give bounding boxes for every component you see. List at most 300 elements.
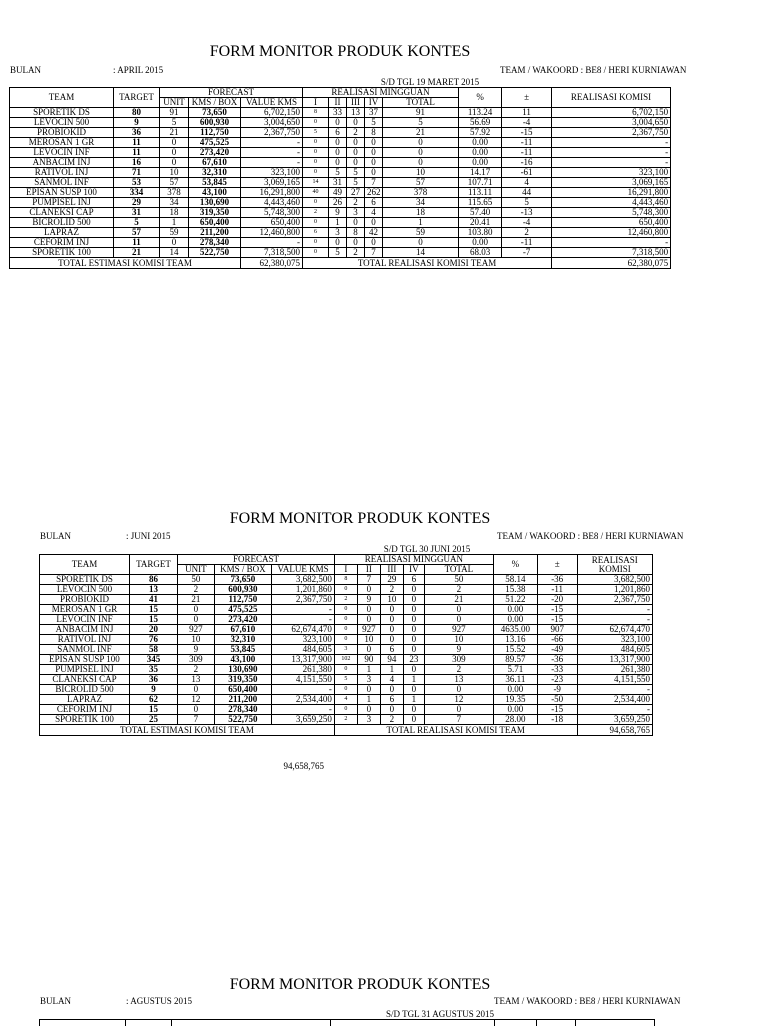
cell-plus-minus: 4 xyxy=(502,178,552,188)
cell-realisasi-komisi: - xyxy=(552,148,671,158)
cell-percent: 115.65 xyxy=(459,198,502,208)
cell-total: 0 xyxy=(424,615,493,625)
cell-plus-minus: 44 xyxy=(502,188,552,198)
cell-percent: 0.00 xyxy=(459,148,502,158)
cell-target: 53 xyxy=(114,178,160,188)
col-kms-box: KMS / BOX xyxy=(189,98,241,108)
col-forecast: FORECAST xyxy=(160,88,303,98)
cell-plus-minus: -49 xyxy=(537,645,577,655)
cell-value-kms: 13,317,900 xyxy=(272,655,335,665)
cell-kms-box: 278,340 xyxy=(214,705,272,715)
cell-week-1: 0 xyxy=(303,148,329,158)
cell-week-1: 0 xyxy=(303,168,329,178)
cell-team: EPISAN SUSP 100 xyxy=(10,188,114,198)
bulan-value: : JUNI 2015 xyxy=(126,531,171,541)
cell-week-2: 1 xyxy=(329,218,347,228)
cell-kms-box: 53,845 xyxy=(189,178,241,188)
total-estimasi-value: 62,380,075 xyxy=(241,258,303,269)
cell-total: 378 xyxy=(383,188,459,198)
cell-week-2: 0 xyxy=(329,148,347,158)
cell-unit: 0 xyxy=(178,705,215,715)
cell-realisasi-komisi: 323,100 xyxy=(577,635,652,645)
cell-week-2: 90 xyxy=(357,655,380,665)
cell-plus-minus: -13 xyxy=(502,208,552,218)
cell-target: 86 xyxy=(129,575,177,585)
cell-week-2: 0 xyxy=(329,118,347,128)
cell-plus-minus: 2 xyxy=(502,228,552,238)
cell-week-2: 5 xyxy=(329,168,347,178)
cell-kms-box: 73,650 xyxy=(214,575,272,585)
cell-target: 11 xyxy=(114,138,160,148)
cell-realisasi-komisi: 3,682,500 xyxy=(577,575,652,585)
cell-week-2: 0 xyxy=(329,238,347,248)
cell-week-2: 3 xyxy=(357,715,380,725)
cell-week-4: 8 xyxy=(365,128,383,138)
cell-total: 309 xyxy=(424,655,493,665)
cell-kms-box: 67,610 xyxy=(214,625,272,635)
cell-kms-box: 112,750 xyxy=(189,128,241,138)
cell-target: 62 xyxy=(129,695,177,705)
cell-week-2: 10 xyxy=(357,635,380,645)
cell-week-4: 5 xyxy=(365,118,383,128)
cell-target: 29 xyxy=(114,198,160,208)
cell-target: 36 xyxy=(129,675,177,685)
cell-realisasi-komisi: 261,380 xyxy=(577,665,652,675)
cell-percent: 0.00 xyxy=(493,685,537,695)
cell-week-3: 0 xyxy=(380,605,403,615)
cell-week-2: 0 xyxy=(357,605,380,615)
cell-percent: 20.41 xyxy=(459,218,502,228)
cell-plus-minus: -7 xyxy=(502,248,552,258)
cell-target: 15 xyxy=(129,605,177,615)
total-realisasi-label: TOTAL REALISASI KOMISI TEAM xyxy=(303,258,552,269)
cell-week-4: 0 xyxy=(365,168,383,178)
cell-total: 14 xyxy=(383,248,459,258)
cell-plus-minus: -15 xyxy=(537,615,577,625)
bulan-label: BULAN xyxy=(40,531,71,541)
cell-week-4: 0 xyxy=(403,715,424,725)
cell-team: RATIVOL INJ xyxy=(10,168,114,178)
cell-percent: 51.22 xyxy=(493,595,537,605)
cell-total: 1 xyxy=(383,218,459,228)
cell-value-kms: - xyxy=(272,685,335,695)
cell-kms-box: 650,400 xyxy=(214,685,272,695)
cell-total: 18 xyxy=(383,208,459,218)
cell-unit: 21 xyxy=(160,128,189,138)
cell-kms-box: 32,310 xyxy=(189,168,241,178)
cell-week-3: 2 xyxy=(347,198,365,208)
cell-week-3: 0 xyxy=(347,218,365,228)
cell-percent: 58.14 xyxy=(493,575,537,585)
cell-value-kms: 650,400 xyxy=(241,218,303,228)
cell-plus-minus: -18 xyxy=(537,715,577,725)
cell-kms-box: 319,350 xyxy=(189,208,241,218)
cell-plus-minus: -61 xyxy=(502,168,552,178)
cell-week-2: 5 xyxy=(329,248,347,258)
cell-plus-minus: -11 xyxy=(502,148,552,158)
cell-value-kms: 323,100 xyxy=(241,168,303,178)
cell-plus-minus: 11 xyxy=(502,108,552,118)
cell-week-3: 4 xyxy=(380,675,403,685)
cell-total: 2 xyxy=(424,585,493,595)
cell-week-1: 0 xyxy=(303,238,329,248)
cell-unit: 7 xyxy=(178,715,215,725)
cell-week-4: 4 xyxy=(365,208,383,218)
cell-target: 36 xyxy=(114,128,160,138)
cell-week-3: 1 xyxy=(380,665,403,675)
cell-target: 20 xyxy=(129,625,177,635)
cell-plus-minus: 5 xyxy=(502,198,552,208)
cell-target: 80 xyxy=(114,108,160,118)
cell-unit: 12 xyxy=(178,695,215,705)
cell-week-3: 5 xyxy=(347,178,365,188)
cell-kms-box: 278,340 xyxy=(189,238,241,248)
cell-target: 5 xyxy=(114,218,160,228)
cell-value-kms: - xyxy=(241,238,303,248)
cell-value-kms: 2,534,400 xyxy=(272,695,335,705)
cell-total: 50 xyxy=(424,575,493,585)
cell-week-1: 2 xyxy=(303,208,329,218)
col-team: TEAM xyxy=(10,88,114,108)
cell-realisasi-komisi: - xyxy=(552,238,671,248)
cell-team: SPORETIK DS xyxy=(40,575,130,585)
cell-unit: 1 xyxy=(160,218,189,228)
cell-week-3: 0 xyxy=(380,615,403,625)
cell-week-2: 0 xyxy=(357,615,380,625)
cell-target: 76 xyxy=(129,635,177,645)
cell-week-1: 2 xyxy=(334,715,357,725)
cell-week-2: 1 xyxy=(357,665,380,675)
cell-kms-box: 650,400 xyxy=(189,218,241,228)
cell-percent: 0.00 xyxy=(493,705,537,715)
cell-kms-box: 273,420 xyxy=(189,148,241,158)
cell-plus-minus: -50 xyxy=(537,695,577,705)
cell-week-4: 0 xyxy=(403,625,424,635)
cell-week-4: 1 xyxy=(403,675,424,685)
cell-unit: 21 xyxy=(178,595,215,605)
cell-realisasi-komisi: 13,317,900 xyxy=(577,655,652,665)
cell-week-3: 0 xyxy=(380,635,403,645)
cell-week-1: 0 xyxy=(303,218,329,228)
total-realisasi-value: 62,380,075 xyxy=(552,258,671,269)
cell-plus-minus: -15 xyxy=(537,605,577,615)
cell-realisasi-komisi: 1,201,860 xyxy=(577,585,652,595)
bulan-value: : AGUSTUS 2015 xyxy=(126,996,193,1006)
cell-total: 0 xyxy=(424,605,493,615)
col-plus-minus: ± xyxy=(502,88,552,108)
cell-team: SANMOL INF xyxy=(40,645,130,655)
cell-value-kms: 2,367,750 xyxy=(272,595,335,605)
cell-percent: 56.69 xyxy=(459,118,502,128)
cell-realisasi-komisi: - xyxy=(552,138,671,148)
cell-week-4: 7 xyxy=(365,248,383,258)
cell-value-kms: 1,201,860 xyxy=(272,585,335,595)
cell-target: 11 xyxy=(114,148,160,158)
cell-total: 21 xyxy=(424,595,493,605)
cell-kms-box: 130,690 xyxy=(214,665,272,675)
cell-percent: 0.00 xyxy=(493,605,537,615)
cell-percent: 15.38 xyxy=(493,585,537,595)
cell-plus-minus: -9 xyxy=(537,685,577,695)
col-target: TARGET xyxy=(129,555,177,575)
cell-percent: 113.11 xyxy=(459,188,502,198)
bulan-label: BULAN xyxy=(40,996,71,1006)
cell-week-2: 0 xyxy=(357,705,380,715)
cell-week-3: 0 xyxy=(347,158,365,168)
cell-value-kms: 5,748,300 xyxy=(241,208,303,218)
cell-unit: 0 xyxy=(178,685,215,695)
cell-percent: 19.35 xyxy=(493,695,537,705)
col-kms-box: KMS / BOX xyxy=(214,565,272,575)
total-realisasi-label: TOTAL REALISASI KOMISI TEAM xyxy=(334,725,577,736)
form-title: FORM MONITOR PRODUK KONTES xyxy=(229,976,491,993)
cell-team: SPORETIK 100 xyxy=(40,715,130,725)
cell-realisasi-komisi: 3,069,165 xyxy=(552,178,671,188)
col-total: TOTAL xyxy=(424,565,493,575)
col-week-4: IV xyxy=(403,565,424,575)
cell-unit: 0 xyxy=(160,158,189,168)
cell-week-1: 5 xyxy=(303,128,329,138)
table-top-border xyxy=(39,1019,655,1026)
cell-plus-minus: -20 xyxy=(537,595,577,605)
cell-target: 31 xyxy=(114,208,160,218)
cell-realisasi-komisi: - xyxy=(577,605,652,615)
col-forecast: FORECAST xyxy=(178,555,335,565)
cell-unit: 2 xyxy=(178,585,215,595)
cell-total: 0 xyxy=(383,238,459,248)
cell-team: MEROSAN 1 GR xyxy=(40,605,130,615)
team-wakoord-label: TEAM / WAKOORD : BE8 / HERI KURNIAWAN xyxy=(494,996,681,1006)
cell-week-4: 0 xyxy=(403,595,424,605)
cell-unit: 18 xyxy=(160,208,189,218)
cell-percent: 0.00 xyxy=(459,238,502,248)
cell-week-4: 0 xyxy=(403,645,424,655)
cell-plus-minus: -23 xyxy=(537,675,577,685)
cell-total: 57 xyxy=(383,178,459,188)
cell-plus-minus: -11 xyxy=(502,238,552,248)
cell-week-4: 0 xyxy=(403,685,424,695)
cell-unit: 0 xyxy=(160,138,189,148)
cell-week-1: 0 xyxy=(334,585,357,595)
cell-week-3: 0 xyxy=(347,118,365,128)
cell-week-1: 102 xyxy=(334,655,357,665)
cell-plus-minus: -4 xyxy=(502,118,552,128)
cell-realisasi-komisi: 62,674,470 xyxy=(577,625,652,635)
team-wakoord-label: TEAM / WAKOORD : BE8 / HERI KURNIAWAN xyxy=(497,531,684,541)
cell-week-3: 10 xyxy=(380,595,403,605)
cell-unit: 9 xyxy=(178,645,215,655)
cell-week-3: 0 xyxy=(380,705,403,715)
cell-team: PROBIOKID xyxy=(40,595,130,605)
cell-value-kms: 4,151,550 xyxy=(272,675,335,685)
cell-week-3: 27 xyxy=(347,188,365,198)
cell-kms-box: 43,100 xyxy=(214,655,272,665)
cell-plus-minus: -33 xyxy=(537,665,577,675)
cell-target: 41 xyxy=(129,595,177,605)
cell-team: LEVOCIN 500 xyxy=(10,118,114,128)
form-title: FORM MONITOR PRODUK KONTES xyxy=(209,43,471,60)
cell-percent: 36.11 xyxy=(493,675,537,685)
cell-realisasi-komisi: - xyxy=(577,615,652,625)
total-estimasi-label: TOTAL ESTIMASI KOMISI TEAM xyxy=(40,725,335,736)
cell-week-2: 9 xyxy=(329,208,347,218)
cell-week-4: 0 xyxy=(365,148,383,158)
total-realisasi-value: 94,658,765 xyxy=(577,725,652,736)
cell-realisasi-komisi: 7,318,500 xyxy=(552,248,671,258)
total-estimasi-value: 94,658,765 xyxy=(283,761,324,771)
cell-value-kms: - xyxy=(241,148,303,158)
cell-value-kms: 323,100 xyxy=(272,635,335,645)
cell-value-kms: 4,443,460 xyxy=(241,198,303,208)
cell-week-4: 0 xyxy=(403,605,424,615)
col-team: TEAM xyxy=(40,555,130,575)
cell-realisasi-komisi: 2,367,750 xyxy=(552,128,671,138)
col-plus-minus: ± xyxy=(537,555,577,575)
cell-team: LAPRAZ xyxy=(10,228,114,238)
cell-week-2: 0 xyxy=(329,138,347,148)
cell-percent: 103.80 xyxy=(459,228,502,238)
cell-week-3: 0 xyxy=(347,148,365,158)
cell-week-3: 3 xyxy=(347,208,365,218)
cell-target: 334 xyxy=(114,188,160,198)
cell-week-2: 26 xyxy=(329,198,347,208)
col-percent: % xyxy=(459,88,502,108)
cell-week-4: 0 xyxy=(365,158,383,168)
cell-target: 15 xyxy=(129,705,177,715)
col-week-1: I xyxy=(303,98,329,108)
cell-team: ANBACIM INJ xyxy=(10,158,114,168)
cell-target: 57 xyxy=(114,228,160,238)
cell-week-3: 2 xyxy=(380,585,403,595)
cell-total: 0 xyxy=(383,158,459,168)
cell-week-2: 6 xyxy=(329,128,347,138)
cell-kms-box: 319,350 xyxy=(214,675,272,685)
cell-team: LAPRAZ xyxy=(40,695,130,705)
cell-week-1: 2 xyxy=(334,595,357,605)
cell-week-3: 29 xyxy=(380,575,403,585)
cell-team: BICROLID 500 xyxy=(10,218,114,228)
cell-total: 13 xyxy=(424,675,493,685)
cell-week-3: 5 xyxy=(347,168,365,178)
cell-week-1: 0 xyxy=(303,198,329,208)
col-week-3: III xyxy=(347,98,365,108)
cell-plus-minus: 907 xyxy=(537,625,577,635)
cell-kms-box: 475,525 xyxy=(214,605,272,615)
cell-week-4: 0 xyxy=(403,665,424,675)
cell-week-1: 0 xyxy=(334,615,357,625)
col-realisasi-mingguan: REALISASI MINGGUAN xyxy=(334,555,493,565)
cell-team: LEVOCIN 500 xyxy=(40,585,130,595)
cell-team: RATIVOL INJ xyxy=(40,635,130,645)
cell-week-2: 1 xyxy=(357,695,380,705)
form-title: FORM MONITOR PRODUK KONTES xyxy=(229,510,491,527)
cell-week-4: 0 xyxy=(403,615,424,625)
cell-week-2: 0 xyxy=(357,685,380,695)
cell-team: CLANEKSI CAP xyxy=(10,208,114,218)
sd-date-label: S/D TGL 30 JUNI 2015 xyxy=(383,544,471,554)
cell-kms-box: 273,420 xyxy=(214,615,272,625)
col-week-3: III xyxy=(380,565,403,575)
cell-value-kms: 3,659,250 xyxy=(272,715,335,725)
team-wakoord-label: TEAM / WAKOORD : BE8 / HERI KURNIAWAN xyxy=(500,65,687,75)
cell-week-1: 0 xyxy=(334,605,357,615)
cell-target: 71 xyxy=(114,168,160,178)
bulan-value: : APRIL 2015 xyxy=(113,65,164,75)
cell-total: 59 xyxy=(383,228,459,238)
cell-value-kms: 16,291,800 xyxy=(241,188,303,198)
col-target: TARGET xyxy=(114,88,160,108)
cell-week-4: 1 xyxy=(403,695,424,705)
cell-kms-box: 112,750 xyxy=(214,595,272,605)
cell-realisasi-komisi: 4,443,460 xyxy=(552,198,671,208)
cell-week-3: 6 xyxy=(380,645,403,655)
cell-plus-minus: -11 xyxy=(537,585,577,595)
cell-week-2: 927 xyxy=(357,625,380,635)
col-unit: UNIT xyxy=(160,98,189,108)
cell-realisasi-komisi: 6,702,150 xyxy=(552,108,671,118)
cell-week-2: 33 xyxy=(329,108,347,118)
cell-team: SPORETIK 100 xyxy=(10,248,114,258)
cell-target: 16 xyxy=(114,158,160,168)
cell-total: 0 xyxy=(424,685,493,695)
cell-percent: 57.92 xyxy=(459,128,502,138)
cell-team: MEROSAN 1 GR xyxy=(10,138,114,148)
cell-total: 0 xyxy=(383,148,459,158)
cell-total: 0 xyxy=(383,138,459,148)
cell-percent: 5.71 xyxy=(493,665,537,675)
cell-realisasi-komisi: 650,400 xyxy=(552,218,671,228)
cell-unit: 14 xyxy=(160,248,189,258)
cell-week-2: 0 xyxy=(329,158,347,168)
col-realisasi-mingguan: REALISASI MINGGUAN xyxy=(303,88,459,98)
cell-week-4: 23 xyxy=(403,655,424,665)
cell-unit: 378 xyxy=(160,188,189,198)
cell-value-kms: - xyxy=(241,138,303,148)
cell-week-1: 40 xyxy=(303,188,329,198)
cell-team: EPISAN SUSP 100 xyxy=(40,655,130,665)
cell-week-1: 3 xyxy=(334,645,357,655)
cell-unit: 309 xyxy=(178,655,215,665)
cell-week-4: 6 xyxy=(403,575,424,585)
cell-value-kms: 3,069,165 xyxy=(241,178,303,188)
cell-week-3: 2 xyxy=(347,128,365,138)
cell-value-kms: 6,702,150 xyxy=(241,108,303,118)
cell-value-kms: 3,004,650 xyxy=(241,118,303,128)
cell-unit: 0 xyxy=(178,615,215,625)
cell-plus-minus: -16 xyxy=(502,158,552,168)
total-estimasi-label: TOTAL ESTIMASI KOMISI TEAM xyxy=(10,258,241,269)
cell-team: PUMPISEL INJ xyxy=(10,198,114,208)
cell-value-kms: - xyxy=(272,705,335,715)
cell-target: 11 xyxy=(114,238,160,248)
cell-unit: 0 xyxy=(160,148,189,158)
col-week-2: II xyxy=(329,98,347,108)
cell-kms-box: 600,930 xyxy=(214,585,272,595)
cell-total: 5 xyxy=(383,118,459,128)
cell-week-2: 7 xyxy=(357,575,380,585)
cell-value-kms: - xyxy=(241,158,303,168)
cell-week-3: 2 xyxy=(380,715,403,725)
cell-week-2: 0 xyxy=(357,585,380,595)
cell-unit: 59 xyxy=(160,228,189,238)
cell-percent: 4635.00 xyxy=(493,625,537,635)
cell-week-1: 6 xyxy=(303,228,329,238)
cell-week-3: 0 xyxy=(347,238,365,248)
cell-kms-box: 600,930 xyxy=(189,118,241,128)
col-total: TOTAL xyxy=(383,98,459,108)
cell-week-1: 8 xyxy=(334,575,357,585)
cell-kms-box: 211,200 xyxy=(189,228,241,238)
